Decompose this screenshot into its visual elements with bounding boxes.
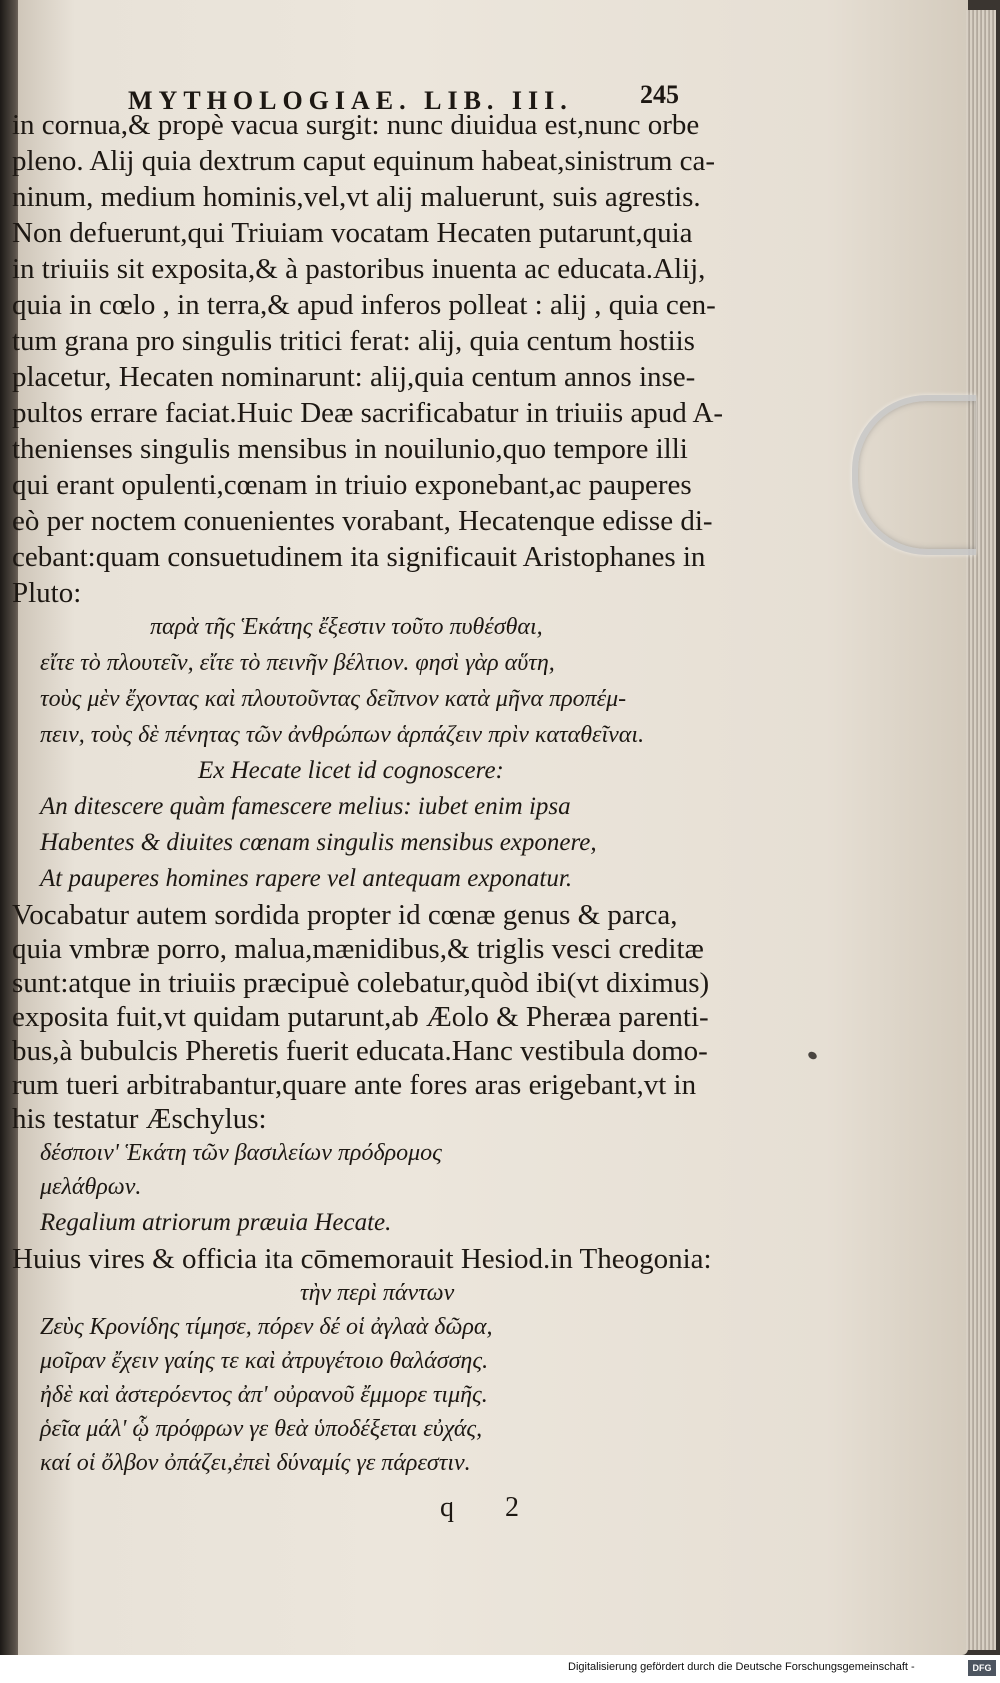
greek-line: πειν, τοὺς δὲ πένητας τῶν ἀνθρώπων ἁρπάζειν πρὶν καταθεῖναι. — [40, 722, 645, 748]
page-number: 245 — [640, 80, 679, 109]
latin-verse-line: Ex Hecate licet id cognoscere: — [198, 757, 504, 784]
body-line: rum tueri arbitrabantur,quare ante fores aras erigebant,vt in — [12, 1069, 697, 1101]
body-line: sunt:atque in triuiis præcipuè colebatur,quòd ibi(vt diximus) — [12, 967, 710, 999]
latin-verse-line: Regalium atriorum præuia Hecate. — [40, 1209, 392, 1236]
body-line: his testatur Æschylus: — [12, 1103, 267, 1135]
body-line: placetur, Hecaten nominarunt: alij,quia centum annos inse- — [12, 361, 696, 393]
latin-verse-line: Habentes & diuites cœnam singulis mensibus exponere, — [40, 829, 597, 856]
greek-line: τοὺς μὲν ἔχοντας καὶ πλουτοῦντας δεῖπνον κατὰ μῆνα προπέμ- — [40, 686, 627, 712]
running-title: MYTHOLOGIAE. LIB. III. — [128, 86, 573, 115]
body-line: cebant:quam consuetudinem ita significauit Aristophanes in — [12, 541, 706, 573]
footer-credit: Digitalisierung gefördert durch die Deutsche Forschungsgemeinschaft - — [568, 1661, 915, 1673]
signature-mark: q 2 — [440, 1492, 541, 1523]
greek-line: ἠδὲ καὶ ἀστερόεντος ἀπ' οὐρανοῦ ἔμμορε τιμῆς. — [40, 1382, 488, 1408]
greek-line: δέσποιν' Ἑκάτη τῶν βασιλείων πρόδρομος — [40, 1140, 442, 1166]
latin-verse-line: An ditescere quàm famescere melius: iubet enim ipsa — [40, 793, 571, 820]
body-line: thenienses singulis mensibus in nouilunio,quo tempore illi — [12, 433, 688, 465]
greek-line: ῥεῖα μάλ' ᾧ πρόφρων γε θεὰ ὑποδέξεται εὐχάς, — [40, 1416, 483, 1442]
greek-line: μελάθρων. — [40, 1174, 142, 1200]
body-line: pleno. Alij quia dextrum caput equinum habeat,sinistrum ca- — [12, 145, 716, 177]
body-line: in triuiis sit exposita,& à pastoribus inuenta ac educata.Alij, — [12, 253, 706, 285]
body-line: exposita fuit,vt quidam putarunt,ab Æolo & Pheræa parenti- — [12, 1001, 709, 1033]
greek-line: Ζεὺς Κρονίδης τίμησε, πόρεν δέ οἱ ἀγλαὰ δῶρα, — [40, 1314, 493, 1340]
body-line: quia in cœlo , in terra,& apud inferos polleat : alij , quia cen- — [12, 289, 716, 321]
body-line: Non defuerunt,qui Triuiam vocatam Hecaten putarunt,quia — [12, 217, 693, 249]
greek-line: καί οἱ ὄλβον ὀπάζει,ἐπεὶ δύναμίς γε πάρεστιν. — [40, 1450, 471, 1476]
body-line: tum grana pro singulis tritici ferat: alij, quia centum hostiis — [12, 325, 695, 357]
body-line: Pluto: — [12, 577, 82, 609]
dfg-logo: DFG — [968, 1660, 996, 1676]
body-line: bus,à bubulcis Pheretis fuerit educata.Hanc vestibula domo- — [12, 1035, 708, 1067]
greek-line: μοῖραν ἔχειν γαίης τε καὶ ἀτρυγέτοιο θαλάσσης. — [40, 1348, 489, 1374]
body-line: quia vmbræ porro, malua,mænidibus,& triglis vesci creditæ — [12, 933, 704, 965]
latin-verse-line: At pauperes homines rapere vel antequam exponatur. — [40, 865, 573, 892]
greek-line: εἴτε τὸ πλουτεῖν, εἴτε τὸ πεινῆν βέλτιον. φησὶ γὰρ αὕτη, — [40, 650, 555, 676]
body-line: eò per noctem conuenientes vorabant, Hecatenque edisse di- — [12, 505, 713, 537]
body-line: ninum, medium hominis,vel,vt alij maluerunt, suis agrestis. — [12, 181, 701, 213]
greek-line: παρὰ τῆς Ἑκάτης ἔξεστιν τοῦτο πυθέσθαι, — [150, 614, 543, 640]
body-line: Vocabatur autem sordida propter id cœnæ genus & parca, — [12, 899, 678, 931]
body-line: Huius vires & officia ita cōmemorauit Hesiod.in Theogonia: — [12, 1243, 712, 1275]
body-line: qui erant opulenti,cœnam in triuio exponebant,ac pauperes — [12, 469, 692, 501]
body-line: in cornua,& propè vacua surgit: nunc diuidua est,nunc orbe — [12, 109, 700, 141]
greek-line: τὴν περὶ πάντων — [300, 1280, 455, 1306]
body-line: pultos errare faciat.Huic Deæ sacrificabatur in triuiis apud A- — [12, 397, 724, 429]
